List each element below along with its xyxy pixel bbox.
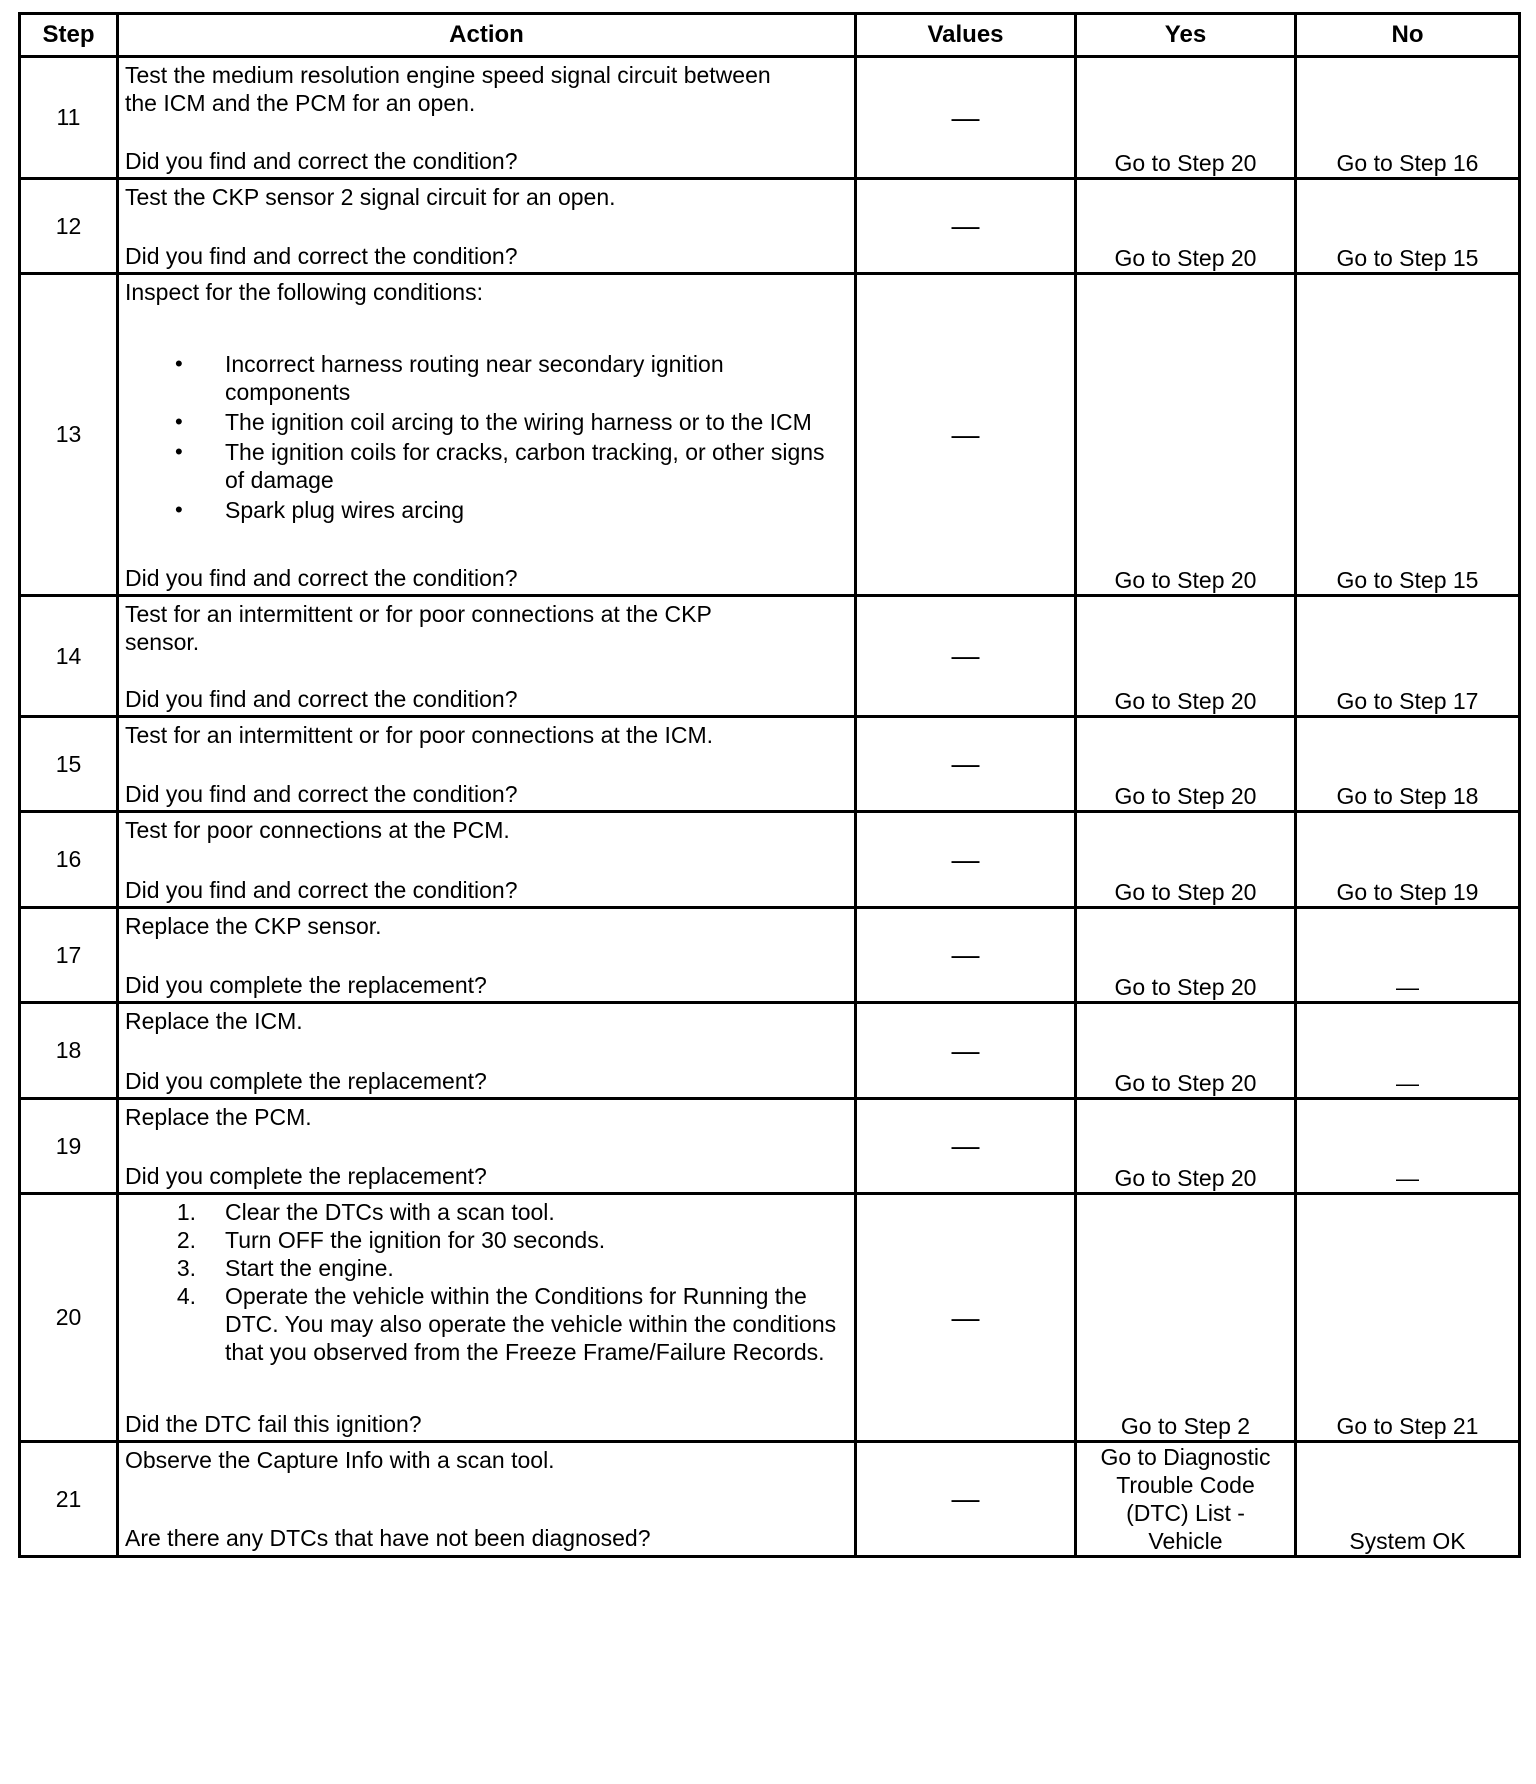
action-text: Replace the ICM. [125, 1008, 303, 1034]
no-cell: Go to Step 16 [1296, 57, 1520, 179]
table-row [20, 908, 1520, 1003]
values-cell: — [856, 596, 1076, 717]
action-question: Did you find and correct the condition? [125, 148, 518, 174]
header-yes: Yes [1076, 14, 1296, 57]
action-body [125, 816, 846, 844]
diagnostic-table [18, 12, 1521, 1558]
action-content [119, 813, 854, 906]
yes-cell: Go to Step 20 [1076, 179, 1296, 274]
table-row [20, 57, 1520, 179]
list-number: 3. [176, 1255, 196, 1281]
list-item [125, 1254, 846, 1282]
no-cell: System OK [1296, 1442, 1520, 1557]
list-text: Operate the vehicle within the Conditions for Running the DTC. You may also operate the vehicle within the conditions that you observed from the Freeze Frame/Failure Records. [225, 1283, 837, 1365]
action-body [125, 278, 846, 544]
action-text: Test for an intermittent or for poor connections at the CKP sensor. [125, 601, 712, 655]
step-cell: 17 [20, 908, 118, 1003]
action-content [119, 1004, 854, 1097]
action-question: Did you complete the replacement? [125, 1068, 487, 1094]
yes-cell: Go to Step 20 [1076, 908, 1296, 1003]
action-cell [118, 274, 856, 596]
action-text: Test the CKP sensor 2 signal circuit for an open. [125, 184, 616, 210]
step-cell: 13 [20, 274, 118, 596]
action-body [125, 1103, 846, 1131]
no-cell: Go to Step 19 [1296, 812, 1520, 908]
action-text: Inspect for the following conditions: [125, 279, 483, 305]
step-cell: 12 [20, 179, 118, 274]
values-cell: — [856, 908, 1076, 1003]
action-text: Test the medium resolution engine speed signal circuit between the ICM and the PCM for an open. [125, 62, 771, 116]
action-content [119, 180, 854, 272]
header-values: Values [856, 14, 1076, 57]
action-cell [118, 908, 856, 1003]
action-cell [118, 1194, 856, 1442]
action-cell [118, 596, 856, 717]
no-cell: — [1296, 908, 1520, 1003]
values-cell: — [856, 1194, 1076, 1442]
action-cell [118, 1003, 856, 1099]
procedure-list [125, 1198, 846, 1366]
no-cell: Go to Step 15 [1296, 274, 1520, 596]
step-cell: 19 [20, 1099, 118, 1194]
action-content [119, 1100, 854, 1192]
action-text: Replace the PCM. [125, 1104, 312, 1130]
values-cell: — [856, 1099, 1076, 1194]
action-question: Did the DTC fail this ignition? [125, 1411, 422, 1437]
list-number: 4. [176, 1283, 196, 1309]
step-cell: 20 [20, 1194, 118, 1442]
list-text: Turn OFF the ignition for 30 seconds. [225, 1227, 606, 1253]
values-cell: — [856, 1442, 1076, 1557]
action-cell [118, 179, 856, 274]
step-cell: 18 [20, 1003, 118, 1099]
action-body [125, 912, 846, 940]
values-cell: — [856, 179, 1076, 274]
list-item: • The ignition coil arcing to the wiring harness or to the ICM [125, 408, 846, 436]
list-number: 2. [176, 1227, 196, 1253]
action-cell [118, 57, 856, 179]
step-cell: 21 [20, 1442, 118, 1557]
table-row [20, 596, 1520, 717]
table-row [20, 179, 1520, 274]
list-text: Clear the DTCs with a scan tool. [225, 1199, 555, 1225]
action-content [119, 275, 854, 594]
step-cell: 16 [20, 812, 118, 908]
list-text: Start the engine. [225, 1255, 394, 1281]
action-question: Are there any DTCs that have not been diagnosed? [125, 1525, 651, 1551]
action-cell [118, 1442, 856, 1557]
list-item [125, 1282, 846, 1366]
action-question: Did you find and correct the condition? [125, 243, 518, 269]
table-row [20, 1003, 1520, 1099]
no-cell: Go to Step 21 [1296, 1194, 1520, 1442]
yes-cell: Go to Diagnostic Trouble Code (DTC) List - Vehicle [1076, 1442, 1296, 1557]
action-body [125, 600, 846, 656]
action-text: Test for an intermittent or for poor connections at the ICM. [125, 722, 714, 748]
action-question: Did you complete the replacement? [125, 1163, 487, 1189]
step-cell: 11 [20, 57, 118, 179]
header-no: No [1296, 14, 1520, 57]
table-row [20, 1194, 1520, 1442]
action-content [119, 1443, 854, 1554]
action-body [125, 721, 846, 749]
action-body [125, 183, 846, 211]
header-step: Step [20, 14, 118, 57]
action-question: Did you find and correct the condition? [125, 877, 518, 903]
action-body [125, 1446, 846, 1474]
action-body [125, 61, 846, 117]
no-cell: — [1296, 1003, 1520, 1099]
list-item [125, 1226, 846, 1254]
yes-cell: Go to Step 20 [1076, 1003, 1296, 1099]
action-content [119, 718, 854, 810]
yes-cell: Go to Step 20 [1076, 274, 1296, 596]
step-cell: 15 [20, 717, 118, 812]
table-row [20, 274, 1520, 596]
no-cell: Go to Step 17 [1296, 596, 1520, 717]
step-cell: 14 [20, 596, 118, 717]
condition-list [125, 350, 846, 524]
yes-cell: Go to Step 20 [1076, 57, 1296, 179]
table-row [20, 1099, 1520, 1194]
action-question: Did you find and correct the condition? [125, 565, 518, 591]
action-question: Did you complete the replacement? [125, 972, 487, 998]
table-row [20, 717, 1520, 812]
list-item: • The ignition coils for cracks, carbon tracking, or other signs of damage [125, 438, 846, 494]
action-text: Replace the CKP sensor. [125, 913, 382, 939]
list-number: 1. [176, 1199, 196, 1225]
yes-cell: Go to Step 20 [1076, 1099, 1296, 1194]
action-body [125, 1198, 846, 1404]
yes-cell: Go to Step 20 [1076, 596, 1296, 717]
action-question: Did you find and correct the condition? [125, 781, 518, 807]
values-cell: — [856, 717, 1076, 812]
list-item [125, 1198, 846, 1226]
no-cell: Go to Step 18 [1296, 717, 1520, 812]
no-cell: — [1296, 1099, 1520, 1194]
action-content [119, 597, 854, 715]
values-cell: — [856, 274, 1076, 596]
action-question: Did you find and correct the condition? [125, 686, 518, 712]
yes-cell: Go to Step 20 [1076, 812, 1296, 908]
action-content [119, 909, 854, 1001]
list-item: • Incorrect harness routing near secondary ignition components [125, 350, 846, 406]
values-cell: — [856, 1003, 1076, 1099]
table-row [20, 1442, 1520, 1557]
action-text: Test for poor connections at the PCM. [125, 817, 510, 843]
list-item: • Spark plug wires arcing [125, 496, 846, 524]
values-cell: — [856, 57, 1076, 179]
header-action: Action [118, 14, 856, 57]
no-cell: Go to Step 15 [1296, 179, 1520, 274]
table-row [20, 812, 1520, 908]
action-content [119, 1195, 854, 1440]
action-content [119, 58, 854, 177]
action-body [125, 1007, 846, 1035]
header-row [20, 14, 1520, 57]
action-text: Observe the Capture Info with a scan tool. [125, 1447, 555, 1473]
yes-cell: Go to Step 20 [1076, 717, 1296, 812]
action-cell [118, 1099, 856, 1194]
action-cell [118, 717, 856, 812]
values-cell: — [856, 812, 1076, 908]
action-cell [118, 812, 856, 908]
yes-cell: Go to Step 2 [1076, 1194, 1296, 1442]
